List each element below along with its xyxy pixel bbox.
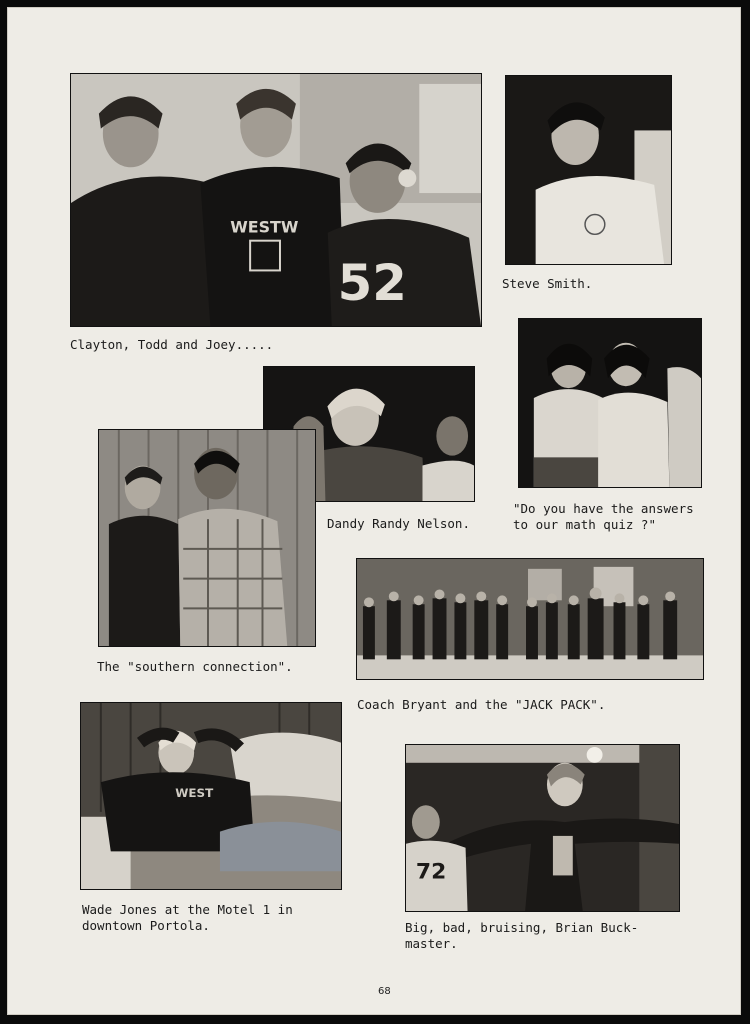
caption-math-quiz: "Do you have the answers to our math quiz ?" [513,501,694,532]
caption-jack-pack: Coach Bryant and the "JACK PACK". [357,697,606,712]
svg-text:52: 52 [337,254,407,313]
photo-jack-pack [356,558,704,680]
svg-text:72: 72 [415,859,447,885]
caption-randy-nelson: Dandy Randy Nelson. [327,516,470,531]
caption-steve-smith: Steve Smith. [502,276,593,291]
photo-southern-connection [98,429,316,647]
page-number: 68 [378,986,391,997]
svg-text:WESTW: WESTW [230,217,299,237]
svg-text:WEST: WEST [175,786,214,800]
photo-brian-buckmaster [405,744,680,912]
yearbook-page [7,7,741,1015]
caption-wade-jones: Wade Jones at the Motel 1 in downtown Portola. [82,902,293,933]
photo-wade-jones [80,702,342,890]
caption-southern-connection: The "southern connection". [97,659,293,674]
photo-steve-smith [505,75,672,265]
caption-brian-buckmaster: Big, bad, bruising, Brian Buck- master. [405,920,639,951]
photo-math-quiz [518,318,702,488]
photo-clayton-todd-joey [70,73,482,327]
caption-clayton-todd-joey: Clayton, Todd and Joey..... [70,337,274,352]
